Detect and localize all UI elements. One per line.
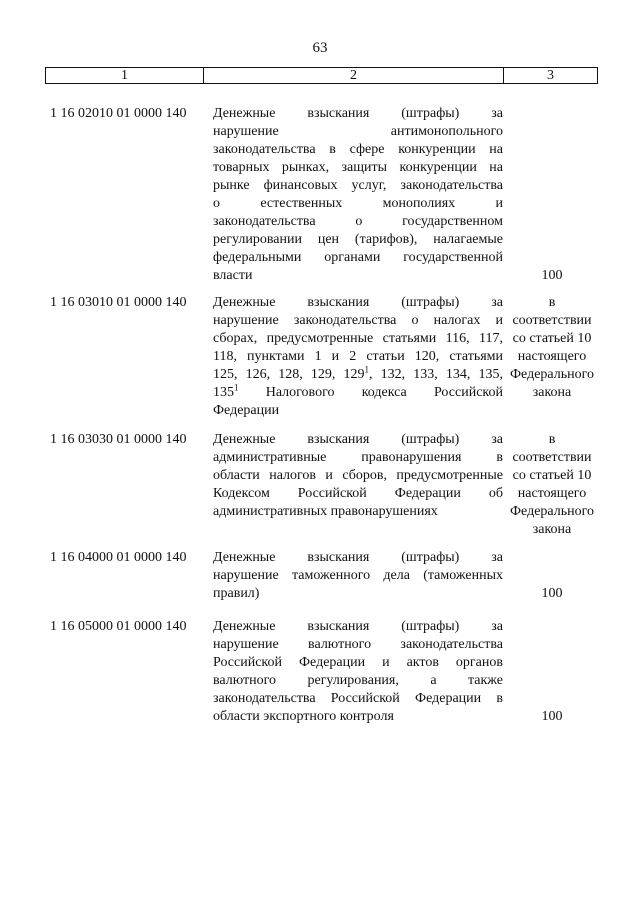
description-line: правил) (213, 586, 260, 601)
column-header-3: 3 (504, 68, 598, 84)
description-line: области экспортного контроля (213, 709, 394, 724)
column-header-table (45, 67, 598, 84)
norm-line: соответствии (512, 313, 592, 328)
description-line: Российской Федерации и актов органов (213, 655, 503, 670)
norm-line: закона (532, 385, 572, 400)
description-line: законодательства о государственном (213, 214, 503, 229)
norm-line: 100 (541, 268, 563, 283)
description-line: 125, 126, 128, 129, $129^1$, 132, 133, 134, 135, (213, 364, 503, 382)
norm-line: Федерального (509, 367, 595, 382)
kbk-code: 1 16 05000 01 0000 140 (50, 619, 187, 634)
description-line: Денежные взыскания (штрафы) за (213, 106, 503, 121)
norm-line: в (548, 432, 556, 447)
distribution-norm (505, 585, 599, 603)
income-description (213, 105, 503, 285)
norm-line: со статьей 10 (512, 331, 592, 346)
description-line: власти (213, 268, 253, 283)
kbk-code: 1 16 02010 01 0000 140 (50, 106, 187, 121)
description-line: Денежные взыскания (штрафы) за (213, 295, 503, 310)
description-line: Денежные взыскания (штрафы) за (213, 619, 503, 634)
description-line: нарушение валютного законодательства (213, 637, 503, 652)
description-line: о естественных монополиях и (213, 196, 503, 211)
description-line: области налогов и сборов, предусмотренные (213, 468, 503, 483)
description-line: федеральными органами государственной (213, 250, 503, 265)
column-header-2: 2 (204, 68, 504, 84)
norm-line: со статьей 10 (512, 468, 592, 483)
column-header-1: 1 (46, 68, 204, 84)
income-description (213, 549, 503, 603)
distribution-norm (505, 267, 599, 285)
description-line: $135^1$ Налогового кодекса Российской (213, 382, 503, 400)
description-line: Федерации (213, 403, 280, 418)
norm-line: настоящего (517, 349, 587, 364)
description-line: нарушение законодательства о налогах и (213, 313, 503, 328)
description-line: товарных рынках, защиты конкуренции на (213, 160, 503, 175)
distribution-norm (505, 294, 599, 402)
kbk-code: 1 16 03030 01 0000 140 (50, 432, 187, 447)
norm-line: закона (532, 522, 572, 537)
income-description (213, 431, 503, 521)
description-line: административные правонарушения в (213, 450, 503, 465)
description-line: рынке финансовых услуг, законодательства (213, 178, 503, 193)
description-line: 118, пунктами 1 и 2 статьи 120, статьями (213, 349, 503, 364)
description-line: законодательства Российской Федерации в (213, 691, 503, 706)
kbk-code: 1 16 04000 01 0000 140 (50, 550, 187, 565)
description-line: Денежные взыскания (штрафы) за (213, 432, 503, 447)
norm-line: Федерального (509, 504, 595, 519)
column-header-row (46, 68, 598, 84)
description-line: законодательства в сфере конкуренции на (213, 142, 503, 157)
kbk-code: 1 16 03010 01 0000 140 (50, 295, 187, 310)
norm-line: 100 (541, 709, 563, 724)
norm-line: в (548, 295, 556, 310)
description-line: Денежные взыскания (штрафы) за (213, 550, 503, 565)
description-line: валютного регулирования, а также (213, 673, 503, 688)
norm-line: соответствии (512, 450, 592, 465)
description-line: нарушение таможенного дела (таможенных (213, 568, 503, 583)
distribution-norm (505, 708, 599, 726)
distribution-norm (505, 431, 599, 539)
page-number: 63 (312, 40, 328, 56)
description-line: административных правонарушениях (213, 504, 438, 519)
norm-line: настоящего (517, 486, 587, 501)
description-line: регулировании цен (тарифов), налагаемые (213, 232, 503, 247)
description-line: Кодексом Российской Федерации об (213, 486, 503, 501)
description-line: сборах, предусмотренные статьями 116, 117, (213, 331, 503, 346)
income-description (213, 618, 503, 726)
norm-line: 100 (541, 586, 563, 601)
income-description (213, 294, 503, 420)
description-line: нарушение антимонопольного (213, 124, 503, 139)
